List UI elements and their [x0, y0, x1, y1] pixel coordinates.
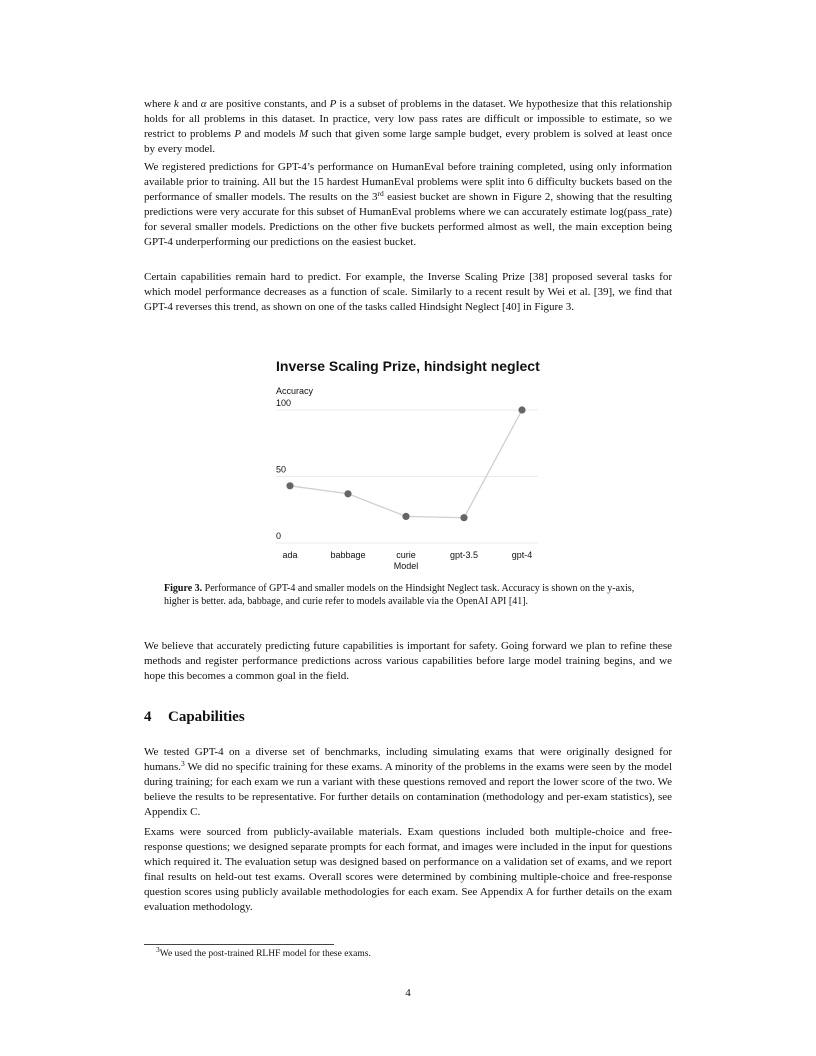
data-point-gpt-3.5 [460, 514, 467, 521]
data-point-gpt-4 [518, 406, 525, 413]
section-number: 4 [144, 709, 152, 725]
x-tick-label: ada [282, 550, 298, 560]
figure-caption-text: Performance of GPT-4 and smaller models on the Hindsight Neglect task. Accuracy is shown on the y-axis, higher is better. ada, babbage, and curie refer to models available via the OpenAI API [41]. [164, 583, 635, 607]
chart-x-axis-label: Model [393, 561, 419, 571]
x-tick-label: babbage [330, 550, 366, 560]
paragraph-exam-sources: Exams were sourced from publicly-available materials. Exam questions included both multiple-choice and free-response questions; we designed separate prompts for each format, and images were included in the input for questions which required it. The evaluation setup was designed based on performance on a validation set of exams, and we report final results on held-out test exams. Overall scores were determined by combining multiple-choice and free-response question scores using publicly available methodologies for each exam. See Appendix A for further details on the exam evaluation methodology. [144, 826, 672, 913]
footnote-ref[interactable]: 3 [180, 759, 185, 768]
section-heading [144, 709, 245, 726]
section-title: Capabilities [168, 709, 245, 725]
data-point-ada [286, 482, 293, 489]
data-point-curie [402, 513, 409, 520]
x-tick-label: gpt-4 [511, 550, 533, 560]
paragraph-humaneval-predictions: We registered predictions for GPT-4’s performance on HumanEval before training completed, using only information available prior to training. All but the 15 hardest HumanEval problems were split into 6 difficulty buckets based on the performance of smaller models. The results on the 3rd easiest bucket are shown in Figure 2, showing that the resulting predictions were very accurate for this subset of HumanEval problems where we can accurately estimate log(pass_rate) for several smaller models. Predictions on the other five buckets performed almost as well, the main exception being GPT-4 underperforming our predictions on the easiest bucket. [144, 161, 673, 248]
figure-3-caption [164, 582, 658, 608]
paragraph-benchmarks: We tested GPT-4 on a diverse set of benchmarks, including simulating exams that were originally designed for humans.$^3$ We did no specific training for these exams. A minority of the problems in the exams were seen by the model during training; for each exam we run a variant with these questions removed and report the lower score of the two. We believe the results to be representative. For further details on contamination (methodology and per-exam statistics), see Appendix C. [144, 746, 672, 818]
y-tick-label: 100 [276, 398, 292, 408]
figure-label: Figure 3. [164, 583, 203, 594]
y-tick-label: 50 [276, 464, 287, 475]
page-number: 4 [405, 987, 411, 999]
footnote-mark: 3 [156, 945, 160, 954]
paragraph-scaling-hypothesis: where k and α are positive constants, and P is a subset of problems in the dataset. We hypothesize that this relationship holds for all problems in this dataset. In practice, very low pass rates are difficult or impossible to estimate, so we restrict to problems P and models M such that given some large sample budget, every problem is solved at least once by every model. [144, 98, 672, 155]
series-line [290, 410, 522, 518]
footnote [156, 945, 371, 959]
data-point-babbage [344, 490, 351, 497]
x-tick-label: gpt-3.5 [449, 550, 479, 560]
paragraph-inverse-scaling: Certain capabilities remain hard to predict. For example, the Inverse Scaling Prize [38] proposed several tasks for which model performance decreases as a function of scale. Similarly to a recent result by Wei et al. [39], we find that GPT-4 reverses this trend, as shown on one of the tasks called Hindsight Neglect [40] in Figure 3. [144, 271, 672, 313]
footnote-text: We used the post-trained RLHF model for these exams. [159, 949, 371, 959]
chart-y-axis-label: Accuracy [276, 386, 314, 396]
x-tick-label: curie [396, 550, 416, 560]
paragraph-safety: We believe that accurately predicting future capabilities is important for safety. Going forward we plan to refine these methods and register performance predictions across various capabilities before large model training begins, and we hope this becomes a common goal in the field. [144, 640, 672, 682]
chart-title: Inverse Scaling Prize, hindsight neglect [276, 358, 540, 374]
footnote-divider [144, 944, 334, 945]
y-tick-label: 0 [276, 531, 282, 541]
